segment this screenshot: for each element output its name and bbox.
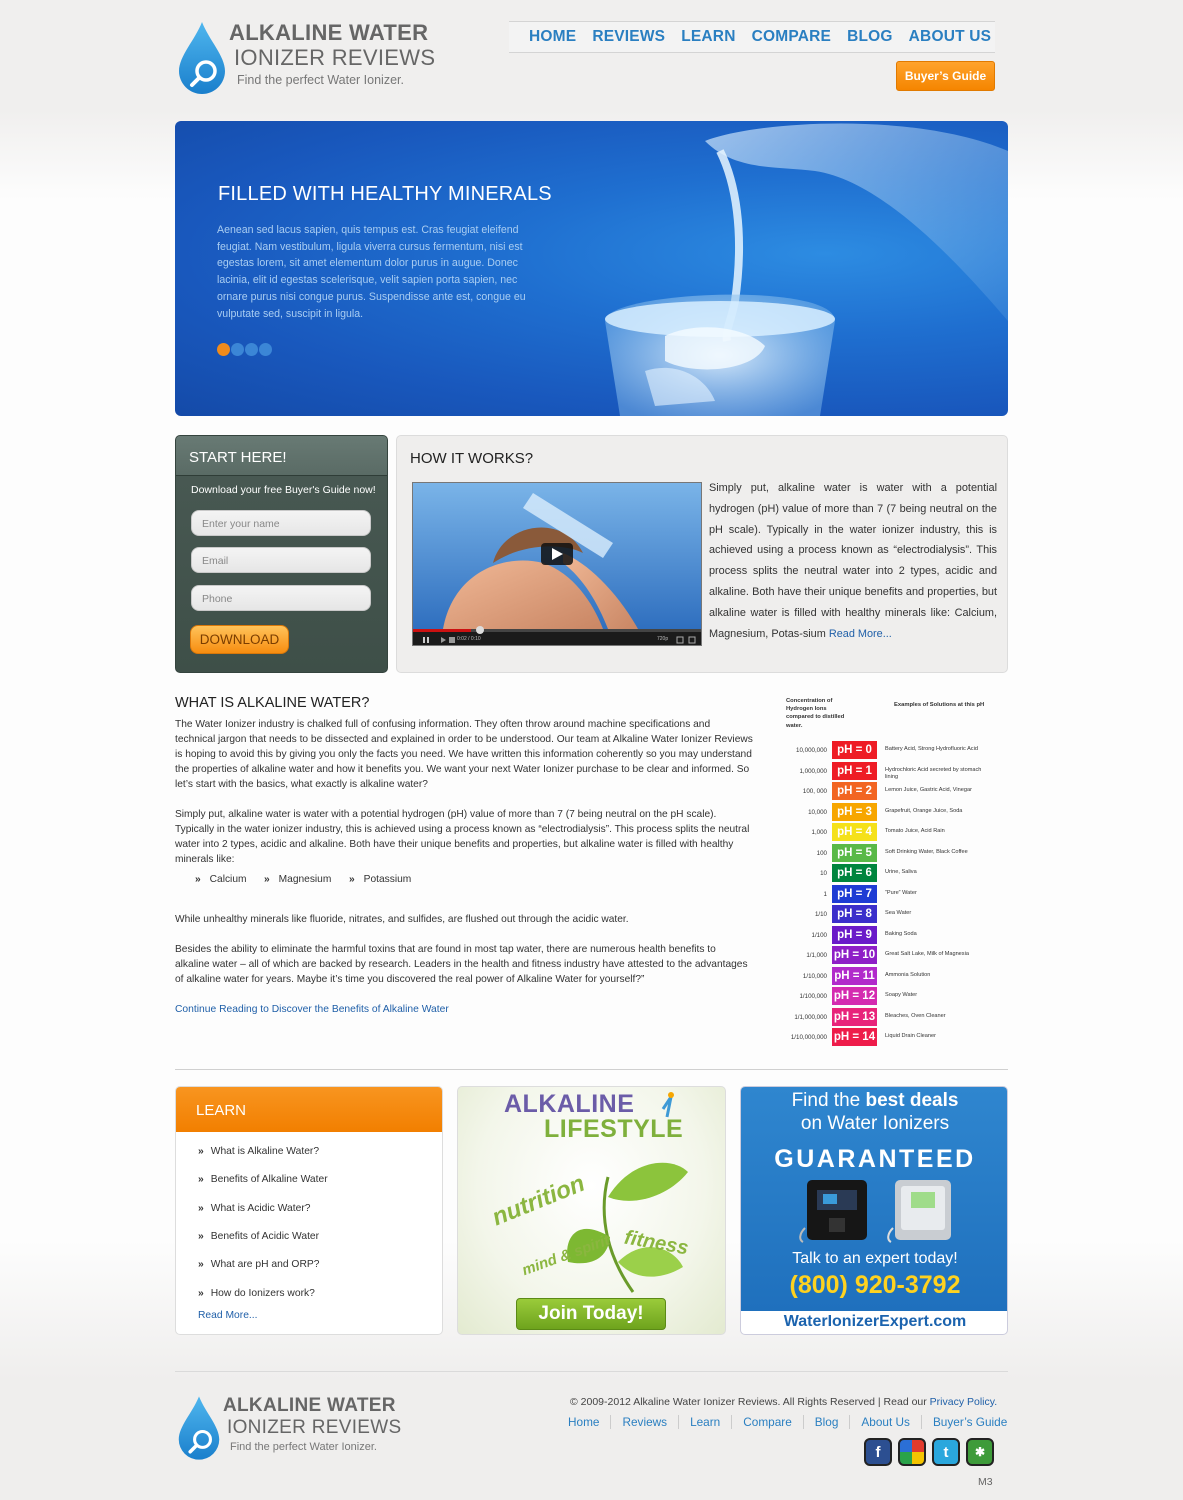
ph-value-box: pH = 13 <box>832 1008 877 1026</box>
ph-concentration: 1/100,000 <box>799 993 827 1000</box>
deals-blue-area <box>741 1087 1008 1311</box>
nav-reviews[interactable]: REVIEWS <box>592 28 666 45</box>
footer-logo-line1: ALKALINE WATER <box>223 1395 396 1416</box>
ph-value-box: pH = 9 <box>832 926 877 944</box>
ph-example: Bleaches, Oven Cleaner <box>885 1012 946 1019</box>
ph-row <box>780 741 1000 760</box>
ph-example: Sea Water <box>885 910 912 916</box>
footer-nav-home[interactable]: Home <box>568 1415 600 1429</box>
ph-example: Hydrochloric Acid secreted by stomach lining <box>885 766 982 780</box>
deals-line1b: best deals <box>865 1090 959 1111</box>
learn-item-how-ionizers[interactable]: » How do Ionizers work? <box>198 1288 315 1299</box>
learn-box <box>175 1086 443 1335</box>
deals-talk: Talk to an expert today! <box>792 1250 958 1267</box>
what-paragraph-4: Besides the ability to eliminate the harmful toxins that are found in most tap water, there are numerous health benefits to alkaline water – all of which are backed by research. Leaders in the health and fitness industry have attested to the advantages of alkaline water for years. Maybe it’s time you discovered the real power of Alkaline Water for yourself?” <box>175 944 748 986</box>
what-is-alkaline-title: WHAT IS ALKALINE WATER? <box>175 695 370 711</box>
ph-value-box: pH = 6 <box>832 864 877 882</box>
ph-concentration: 1/10 <box>814 911 827 918</box>
ph-example: Grapefruit, Orange Juice, Soda <box>885 807 963 814</box>
start-here-panel <box>175 435 388 673</box>
ph-row <box>780 926 1000 945</box>
logo-line1: ALKALINE WATER <box>229 20 429 45</box>
nav-blog[interactable]: BLOG <box>847 28 893 45</box>
ph-value-box: pH = 14 <box>832 1028 877 1046</box>
ph-example: Soapy Water <box>885 992 918 998</box>
buyers-guide-button[interactable]: Buyer’s Guide <box>896 61 995 91</box>
ph-row <box>780 762 1000 781</box>
lifestyle-line1: ALKALINE <box>504 1090 635 1118</box>
ph-concentration: 1/100 <box>811 931 827 939</box>
section-divider <box>175 1069 1008 1070</box>
mineral-magnesium: » Magnesium <box>264 874 331 885</box>
ph-header-examples: Examples of Solutions at this pH <box>894 702 985 708</box>
ph-example: Soft Drinking Water, Black Coffee <box>885 848 968 855</box>
ph-concentration: 1/10,000 <box>802 972 827 980</box>
google-icon[interactable] <box>898 1438 926 1466</box>
logo-line2: IONIZER REVIEWS <box>234 45 436 70</box>
ph-concentration: 1/10,000,000 <box>790 1034 827 1041</box>
ph-row <box>780 782 1000 801</box>
name-input[interactable]: Enter your name <box>191 510 371 536</box>
ph-value-box: pH = 2 <box>832 782 877 800</box>
ph-concentration: 10,000 <box>808 808 827 816</box>
ph-row <box>780 946 1000 965</box>
ph-value-box: pH = 4 <box>832 823 877 841</box>
how-it-works-body: Simply put, alkaline water is water with a potential hydrogen (pH) value of more than 7 (7 being neutral on the pH scale). Typically in the water ionizer industry, this is achieved using a process known as “electrodialysis”. This process splits the neutral water into 2 types, acidic and alkaline. Both have their unique benefits and properties, but alkaline water is filled with healthy minerals like: Calcium, Magnesium, Potas-sium <box>709 482 997 640</box>
word-nutrition: nutrition <box>488 1169 589 1232</box>
footer-nav-blog[interactable]: Blog <box>803 1415 850 1429</box>
footer-logo-tagline: Find the perfect Water Ionizer. <box>230 1441 377 1453</box>
ph-concentration: 1,000,000 <box>799 767 827 775</box>
alkaline-lifestyle-banner[interactable] <box>457 1086 726 1335</box>
ionizer-machines-image <box>799 1180 959 1244</box>
how-it-works-panel <box>396 435 1008 673</box>
hero-title: FILLED WITH HEALTHY MINERALS <box>218 183 552 205</box>
ph-header-concentration: Concentration of Hydrogen Ions compared to distilled water. <box>786 698 845 729</box>
nav-learn[interactable]: LEARN <box>681 28 736 45</box>
slider-dot-1[interactable] <box>217 343 230 356</box>
nav-compare[interactable]: COMPARE <box>751 28 832 45</box>
ph-value-box: pH = 0 <box>832 741 877 759</box>
footer-nav-reviews[interactable]: Reviews <box>610 1415 678 1429</box>
footer-divider <box>175 1371 1008 1372</box>
what-paragraph-1: The Water Ionizer industry is chalked full of confusing information. They often throw around machine specifications and technical jargon that needs to be dissected and explained in order to be understood. Our team at Alkaline Water Ionizer Reviews is hoping to avoid this by giving you only the facts you need. We have written this information coherently so you may understand the properties of alkaline water and how it benefits you. We want your next Water Ionizer purchase to be clear and informed. So let’s start with the basics, what exactly is alkaline water? <box>175 719 753 791</box>
video-player[interactable] <box>412 482 702 646</box>
ph-value-box: pH = 8 <box>832 905 877 923</box>
continue-reading-link[interactable]: Continue Reading to Discover the Benefits of Alkaline Water <box>175 1004 449 1015</box>
video-quality[interactable]: 720p <box>657 636 669 642</box>
deals-phone[interactable]: (800) 920-3792 <box>789 1271 961 1299</box>
twitter-icon[interactable]: t <box>932 1438 960 1466</box>
learn-read-more-link[interactable]: Read More... <box>198 1310 258 1321</box>
ph-concentration: 100, 000 <box>802 788 827 795</box>
copyright-text: © 2009-2012 Alkaline Water Ionizer Reviews. All Rights Reserved | Read our <box>570 1396 927 1408</box>
ph-value-box: pH = 12 <box>832 987 877 1005</box>
ph-row <box>780 885 1000 904</box>
deals-banner[interactable] <box>740 1086 1008 1335</box>
what-paragraph-3: While unhealthy minerals like fluoride, nitrates, and sulfides, are flushed out through the acidic water. <box>175 914 629 925</box>
ph-row <box>780 844 1000 863</box>
nav-home[interactable]: HOME <box>529 28 577 45</box>
how-read-more-link[interactable]: Read More... <box>828 627 892 640</box>
deals-site-link[interactable]: WaterIonizerExpert.com <box>783 1313 967 1330</box>
footer-nav-learn[interactable]: Learn <box>678 1415 731 1429</box>
footer-nav-compare[interactable]: Compare <box>731 1415 803 1429</box>
ph-row <box>780 823 1000 842</box>
privacy-policy-link[interactable]: Privacy Policy. <box>929 1396 998 1408</box>
hero-slider <box>175 121 1008 416</box>
ph-example: “Pure” Water <box>885 889 917 896</box>
slider-dot-2[interactable] <box>231 343 244 356</box>
ph-example: Liquid Drain Cleaner <box>885 1033 936 1039</box>
ph-row <box>780 864 1000 883</box>
deals-line2: on Water Ionizers <box>800 1113 950 1134</box>
how-it-works-title: HOW IT WORKS? <box>410 450 534 467</box>
ph-concentration: 10 <box>820 870 827 877</box>
mineral-calcium: » Calcium <box>195 874 246 885</box>
footer-water-drop-icon <box>177 1394 221 1462</box>
ph-example: Ammonia Solution <box>885 971 931 978</box>
ph-example: Lemon Juice, Gastric Acid, Vinegar <box>885 787 972 793</box>
ph-value-box: pH = 7 <box>832 885 877 903</box>
learn-item-benefits-alkaline[interactable]: » Benefits of Alkaline Water <box>198 1174 328 1185</box>
learn-item-ph-orp[interactable]: » What are pH and ORP? <box>198 1259 319 1270</box>
start-here-title: START HERE! <box>176 436 387 476</box>
footer-code: M3 <box>978 1476 993 1488</box>
water-drop-logo-icon <box>177 20 227 96</box>
join-today-button[interactable]: Join Today! <box>516 1298 666 1330</box>
ph-example: Battery Acid, Strong Hydrofluoric Acid <box>885 746 978 752</box>
ph-value-box: pH = 10 <box>832 946 877 964</box>
mineral-potassium: » Potassium <box>349 874 411 885</box>
ph-value-box: pH = 1 <box>832 762 877 780</box>
ph-concentration: 10,000,000 <box>796 747 827 754</box>
deals-line1 <box>741 1090 1008 1112</box>
copyright <box>570 1396 997 1408</box>
what-paragraph-2: Simply put, alkaline water is water with a potential hydrogen (pH) value of more than 7 (7 being neutral on the pH scale). Typically in the water ionizer industry, this is achieved using a process known as “electrodialysis”. This process splits the neutral water into 2 types, acidic and alkaline. Both have their unique benefits and properties, but alkaline water is filled with healthy minerals like: <box>175 809 750 866</box>
slider-dot-3[interactable] <box>245 343 258 356</box>
ph-row <box>780 905 1000 924</box>
ph-concentration: 1,000 <box>811 829 827 836</box>
lifestyle-line2: LIFESTYLE <box>544 1115 684 1143</box>
email-input[interactable]: Email <box>191 547 371 573</box>
slider-dot-4[interactable] <box>259 343 272 356</box>
learn-title: LEARN <box>176 1087 442 1132</box>
logo-tagline: Find the perfect Water Ionizer. <box>237 73 404 87</box>
phone-input[interactable]: Phone <box>191 585 371 611</box>
how-it-works-text <box>709 478 997 644</box>
ph-concentration: 1/1,000,000 <box>794 1013 827 1021</box>
footer-logo-line2: IONIZER REVIEWS <box>227 1417 402 1438</box>
video-thumbnail <box>413 483 702 646</box>
learn-item-benefits-acidic[interactable]: » Benefits of Acidic Water <box>198 1231 319 1242</box>
learn-item-what-is-alkaline[interactable]: » What is Alkaline Water? <box>198 1146 319 1157</box>
ph-row <box>780 803 1000 822</box>
nav-about-us[interactable]: ABOUT US <box>908 28 992 45</box>
word-fitness: fitness <box>622 1226 690 1260</box>
ph-row <box>780 987 1000 1006</box>
ph-value-box: pH = 3 <box>832 803 877 821</box>
ph-concentration: 1/1,000 <box>806 952 827 959</box>
ph-value-box: pH = 5 <box>832 844 877 862</box>
video-time: 0:02 / 0:10 <box>457 636 481 642</box>
main-nav <box>509 21 995 53</box>
ph-example: Great Salt Lake, Milk of Magnesia <box>885 951 969 957</box>
start-here-subtitle: Download your free Buyer's Guide now! <box>191 484 376 496</box>
ph-row <box>780 967 1000 986</box>
water-glass-image <box>585 121 1008 416</box>
ph-concentration: 100 <box>816 849 827 857</box>
download-button[interactable]: DOWNLOAD <box>190 625 289 654</box>
ph-concentration: 1 <box>823 890 827 898</box>
ph-row <box>780 1008 1000 1027</box>
facebook-icon[interactable]: f <box>864 1438 892 1466</box>
deals-line1a: Find the <box>791 1090 861 1111</box>
ph-example: Baking Soda <box>885 930 917 937</box>
learn-item-what-is-acidic[interactable]: » What is Acidic Water? <box>198 1203 311 1214</box>
share-icon[interactable]: ✱ <box>966 1438 994 1466</box>
word-mind-spirit: mind & spirit <box>519 1231 612 1280</box>
slider-dots <box>217 343 272 356</box>
ph-row <box>780 1028 1000 1047</box>
footer-nav <box>568 1415 1018 1429</box>
ph-example: Urine, Saliva <box>885 869 917 875</box>
footer-nav-about-us[interactable]: About Us <box>849 1415 921 1429</box>
deals-guaranteed: GUARANTEED <box>774 1145 976 1173</box>
footer-nav-buyers-guide[interactable]: Buyer’s Guide <box>921 1415 1018 1429</box>
hero-text: Aenean sed lacus sapien, quis tempus est. Cras feugiat eleifend feugiat. Nam vestibulum, ligula viverra cursus fermentum, nisi est egestas lorem, sit amet elementum dolor purus in augue. Donec lacinia, elit id egestas scelerisque, velit sapien porta sapien, nec ornare purus nisi congue purus. Suspendisse ante est, congue eu vulputate sed, suscipit in ligula. <box>217 224 526 320</box>
ph-value-box: pH = 11 <box>832 967 877 985</box>
ph-example: Tomato Juice, Acid Rain <box>885 828 945 834</box>
